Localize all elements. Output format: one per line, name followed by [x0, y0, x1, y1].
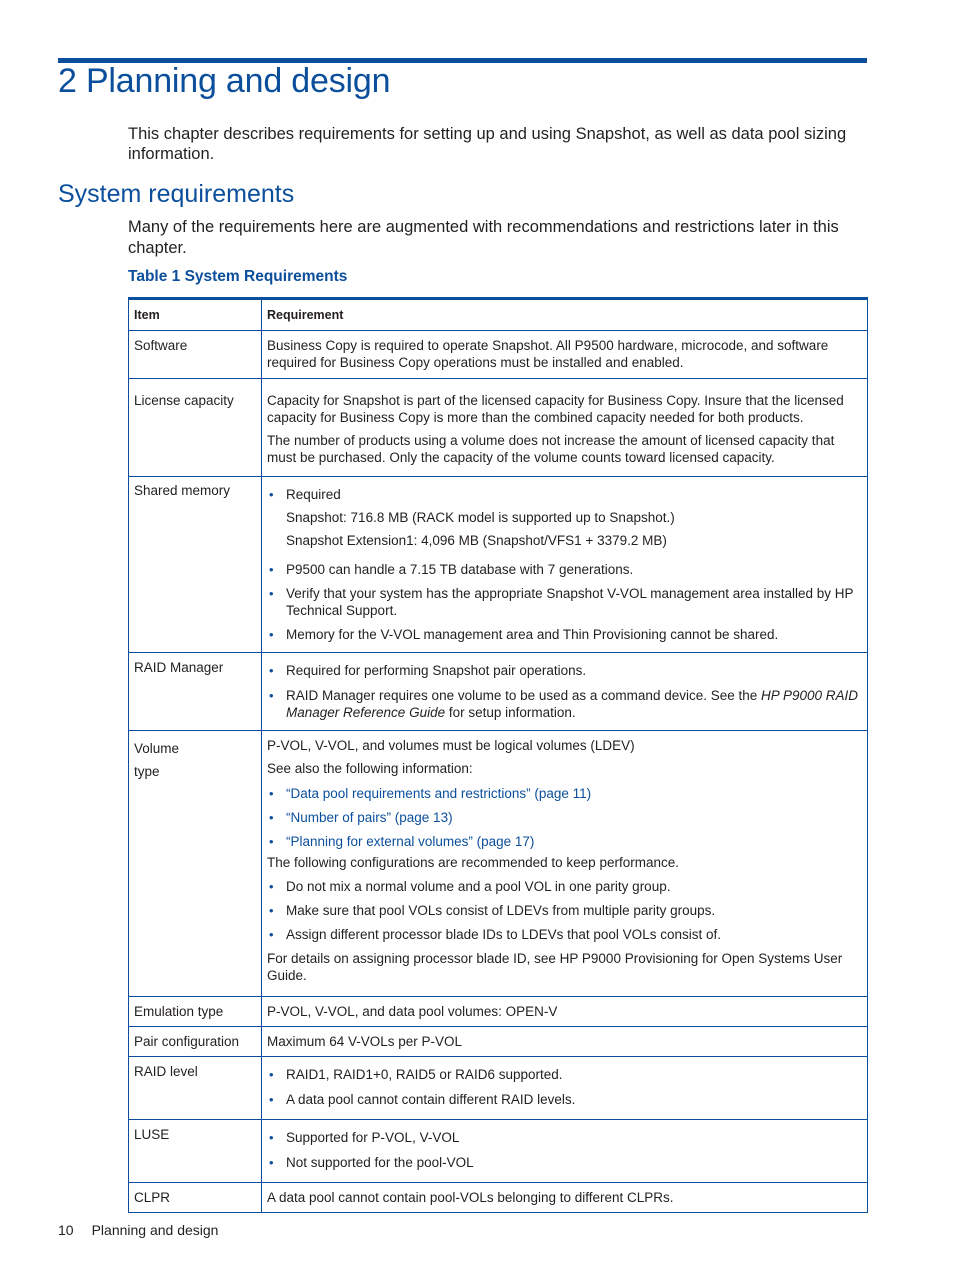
bullet-list [267, 561, 862, 643]
list-item: • Required for performing Snapshot pair operations. [267, 662, 862, 679]
guide-title: HP P9000 RAID Manager Reference Guide [286, 688, 859, 720]
item-text: Volume [134, 741, 180, 756]
requirement-text: For details on assigning processor blade ID, see HP P9000 Provisioning for Open Systems User Guide. [267, 951, 843, 983]
chapter-intro: This chapter describes requirements for setting up and using Snapshot, as well as data pool sizing information. [128, 125, 847, 163]
requirement-cell: Maximum 64 V-VOLs per P-VOL [262, 1027, 868, 1057]
sub-text: Snapshot Extension1: 4,096 MB (Snapshot/VFS1 + 3379.2 MB) [286, 533, 667, 548]
header-requirement: Requirement [262, 299, 868, 331]
list-item [267, 687, 862, 721]
list-item [267, 486, 862, 503]
bullet-list [267, 486, 862, 503]
requirement-text: P-VOL, V-VOL, and volumes must be logical volumes (LDEV) [267, 738, 635, 753]
bullet-list [267, 1129, 862, 1171]
list-item: • Make sure that pool VOLs consist of LDEVs from multiple parity groups. [267, 902, 862, 919]
item-cell: Software [129, 331, 262, 379]
requirement-text: The following configurations are recommended to keep performance. [267, 855, 679, 870]
item-cell: Pair configuration [129, 1027, 262, 1057]
requirement-cell [262, 731, 868, 997]
requirement-text: Business Copy is required to operate Snapshot. All P9500 hardware, microcode, and software required for Business Copy operations must be installed and enabled. [267, 338, 829, 370]
table-row [129, 997, 868, 1027]
cross-reference-link[interactable]: • “Data pool requirements and restrictions” (page 11) [267, 785, 862, 802]
list-item: • Supported for P-VOL, V-VOL [267, 1129, 862, 1146]
table-row [129, 331, 868, 379]
list-item: • RAID1, RAID1+0, RAID5 or RAID6 supported. [267, 1066, 862, 1083]
list-item: • Verify that your system has the appropriate Snapshot V-VOL management area installed by HP Technical Support. [267, 585, 862, 619]
item-cell: RAID Manager [129, 653, 262, 731]
table-row [129, 1120, 868, 1183]
table-row [129, 477, 868, 653]
page-footer [58, 1222, 218, 1238]
header-item: Item [129, 299, 262, 331]
cross-reference-link[interactable]: • “Number of pairs” (page 13) [267, 809, 862, 826]
table-row [129, 731, 868, 997]
list-item: • P9500 can handle a 7.15 TB database with 7 generations. [267, 561, 862, 578]
table-row [129, 653, 868, 731]
chapter-title: 2 Planning and design [58, 62, 391, 100]
requirement-text: See also the following information: [267, 761, 473, 776]
requirement-cell: A data pool cannot contain pool-VOLs belonging to different CLPRs. [262, 1183, 868, 1213]
table-caption: Table 1 System Requirements [128, 268, 348, 285]
cross-reference-link[interactable]: • “Planning for external volumes” (page 17) [267, 833, 862, 850]
requirement-cell: P-VOL, V-VOL, and data pool volumes: OPEN-V [262, 997, 868, 1027]
section-intro: Many of the requirements here are augmented with recommendations and restrictions later in this chapter. [128, 218, 839, 257]
sub-text: Snapshot: 716.8 MB (RACK model is supported up to Snapshot.) [286, 510, 675, 525]
list-item: • Memory for the V-VOL management area and Thin Provisioning cannot be shared. [267, 626, 862, 643]
item-cell: RAID level [129, 1057, 262, 1120]
bullet-list [267, 878, 862, 943]
item-cell: Shared memory [129, 477, 262, 653]
item-cell: LUSE [129, 1120, 262, 1183]
item-cell: License capacity [129, 379, 262, 477]
bullet-list [267, 1066, 862, 1108]
footer-section: Planning and design [91, 1222, 219, 1238]
table-row [129, 1057, 868, 1120]
requirement-cell [262, 331, 868, 379]
table-row [129, 1027, 868, 1057]
list-item: • Do not mix a normal volume and a pool VOL in one parity group. [267, 878, 862, 895]
bullet-list [267, 662, 862, 721]
list-item: • Not supported for the pool-VOL [267, 1154, 862, 1171]
requirement-cell [262, 1120, 868, 1183]
system-requirements-table [128, 297, 868, 1213]
requirement-text: The number of products using a volume does not increase the amount of licensed capacity that must be purchased. Only the capacity of the volume counts toward licensed capacity. [267, 433, 835, 465]
item-cell: CLPR [129, 1183, 262, 1213]
section-title: System requirements [58, 180, 295, 208]
table-row [129, 1183, 868, 1213]
list-item: • Assign different processor blade IDs to LDEVs that pool VOLs consist of. [267, 926, 862, 943]
requirement-cell [262, 379, 868, 477]
list-item: • A data pool cannot contain different RAID levels. [267, 1091, 862, 1108]
table-row [129, 379, 868, 477]
list-item-text: RAID Manager requires one volume to be used as a command device. See the [286, 688, 762, 703]
requirement-text: Capacity for Snapshot is part of the licensed capacity for Business Copy. Insure that the licensed capacity for Business Copy is more than the combined capacity needed for both products. [267, 393, 844, 425]
requirement-cell [262, 653, 868, 731]
table-header-row [129, 299, 868, 331]
requirement-cell [262, 1057, 868, 1120]
page-number: 10 [58, 1222, 74, 1238]
requirement-cell [262, 477, 868, 653]
item-text: type [134, 764, 160, 779]
cross-reference-list [267, 785, 862, 850]
list-item-text: Required [286, 487, 341, 502]
list-item-text: for setup information. [445, 705, 576, 720]
item-cell: Emulation type [129, 997, 262, 1027]
item-cell [129, 731, 262, 997]
